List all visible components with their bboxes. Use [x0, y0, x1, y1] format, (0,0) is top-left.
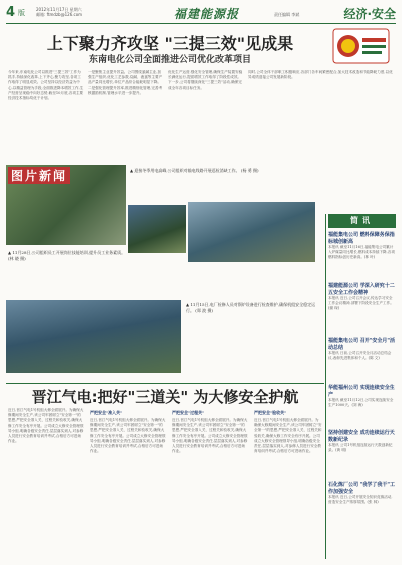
brief-body: 本报讯 公司1号机组连续运行天数创新纪录。(黄 明) — [328, 443, 393, 452]
page-header — [6, 4, 396, 24]
story2-column-4: 近日,晋江气电1号机组大修全面展开。为确保大修期间安全生产,该公司牢固树立"安全第一"的思想,严把安全准入关、过程关和验收关,确保大修工作安全有序开展。公司成立大修安全管理领导小组,明确各级安全责任,层层落实到人,对参修人员进行安全教育培训并考试,合格后方可进场作业。 — [254, 418, 322, 454]
brief-body: 本报讯 截至11月12日,公司实现连续安全生产1000天。(刘 海) — [328, 398, 394, 407]
story2-subhead-2: 严把安全"过程关" — [172, 410, 205, 415]
brief-body: 本报讯 近日,公司开展安全知识竞赛活动,营造安全生产浓厚氛围。(张 林) — [328, 495, 393, 504]
photo-caption-training: ▲ 11月28日,公司组织员工开展岗位技能培训,提升员工业务素质。 (林 晓 摄) — [8, 250, 126, 261]
campaign-logo-icon — [332, 28, 390, 64]
brief-body: 本报讯 日前,公司召开安全月活动总结会议,表彰先进集体和个人。(陈 文) — [328, 351, 392, 360]
brief-body: 本报讯 近日,公司召开会议,传达学习安全工作会议精神,部署下阶段安全生产工作。(谢 琛) — [328, 296, 394, 310]
photo-news-banner: 图片新闻 — [8, 167, 70, 184]
main-headline: 上下聚力齐攻坚 "三提三效"见成果 — [46, 34, 294, 53]
page-badge: 版 — [18, 9, 25, 17]
photo-caption-maintenance: ▲ 11月15日,电厂检修人员对锅炉设备进行检查维护,确保机组安全稳定运行。 (郑 波 摄) — [186, 302, 316, 313]
main-subheadline: 东南电化公司全面推进公司优化改革项目 — [88, 55, 251, 65]
issue-date: 2012年11月17日 星期六 — [36, 7, 82, 12]
brief-headline: 石化炼厂公司 "我学了我干"工作加强安全 — [328, 482, 395, 495]
photo-training — [128, 205, 186, 253]
brief-headline: 福能集电公司 召开"安全月"活动总结 — [328, 338, 395, 351]
brief-item — [328, 385, 396, 408]
body-column-4: 同时,公司全体干部职工积极响应,各部门各车间紧密配合,加大技术改造和节能降耗力度,以优异成绩迎接公司发展新阶段。 — [248, 70, 393, 80]
brief-headline: 福能集电公司 燃料保障务保指标城创新高 — [328, 232, 395, 245]
story2-column-2: 近日,晋江气电1号机组大修全面展开。为确保大修期间安全生产,该公司牢固树立"安全第一"的思想,严把安全准入关、过程关和验收关,确保大修工作安全有序开展。公司成立大修安全管理领导小组,明确各级安全责任,层层落实到人,对参修人员进行安全教育培训并考试,合格后方可进场作业。 — [90, 418, 166, 454]
story2-subhead-3: 严把安全"验收关" — [254, 410, 287, 415]
brief-item — [328, 232, 396, 260]
editor-credit: 责任编辑 李斌 — [274, 12, 300, 17]
photo-workers — [188, 202, 315, 262]
issue-email: 邮箱: ftmdzb@126.com — [36, 12, 83, 17]
story2-subhead-1: 严把安全"准入关" — [90, 410, 123, 415]
body-column-3: 优化生产运营,强化安全管理,确保生产装置安稳长满优运行,提质增效工作取得了阶段性成效。下一步,公司将继续深化"三提三效"活动,确保完成全年各项目标任务。 — [168, 70, 243, 90]
photo-maintenance — [6, 300, 181, 373]
brief-body: 本报讯 截至11月16日,福能集电公司累计入炉煤量同比增长,燃料成本持续下降,各项燃料指标创历史新高。(林 叶) — [328, 245, 395, 259]
brief-item — [328, 338, 396, 361]
brief-headline: 华能福州公司 实现连续安全生产 — [328, 385, 395, 398]
brief-headline: 福建能源公司 学深入研究十二五安全工作会精神 — [328, 283, 395, 296]
photo-caption-main: ▲ 迎接冬季用电高峰,公司组织对输电线路开展巡检消缺工作。 (杨 勇 摄) — [130, 168, 259, 173]
section-title: 经济·安全 — [343, 7, 396, 21]
page-number: 4 — [6, 5, 16, 20]
brief-headline: 坚持创建安全 成功连续运行天数新纪录 — [328, 430, 395, 443]
brief-item — [328, 482, 396, 505]
story2-headline: 晋江气电:把好"三道关" 为大修安全护航 — [31, 388, 299, 406]
body-column-1: 今年来,东南电化公司以推进"三提三效"工作为抓手,持续深化改革,上下齐心,聚力攻坚,各项工作取得了明显成效。公司坚持以经济效益为中心,以精益管理为手段,全面推进降本增效工作,生产经营呈现稳中向好态势,截至10月底,各项主要经济技术指标均优于计划。 — [8, 70, 84, 101]
body-column-2: 一是聚焦主业提升效益。公司围绕氯碱主业,加强生产组织,优化工艺参数,烧碱、液氯等主要产品产量同比增长,单位产品综合能耗明显下降。二是强化管理提升效率,推进精细化管理,完善考核激励机制,管理水平进一步提升。 — [88, 70, 163, 95]
story2-column-3: 近日,晋江气电1号机组大修全面展开。为确保大修期间安全生产,该公司牢固树立"安全第一"的思想,严把安全准入关、过程关和验收关,确保大修工作安全有序开展。公司成立大修安全管理领导小组,明确各级安全责任,层层落实到人,对参修人员进行安全教育培训并考试,合格后方可进场作业。 — [172, 418, 248, 454]
news-brief-title: 简讯 — [328, 214, 396, 228]
issue-meta — [36, 7, 82, 17]
story2-column-1: 近日,晋江气电1号机组大修全面展开。为确保大修期间安全生产,该公司牢固树立"安全第一"的思想,严把安全准入关、过程关和验收关,确保大修工作安全有序开展。公司成立大修安全管理领导小组,明确各级安全责任,层层落实到人,对参修人员进行安全教育培训并考试,合格后方可进场作业。 — [8, 408, 84, 444]
brief-item — [328, 430, 396, 453]
brief-item — [328, 283, 396, 311]
section-divider — [6, 383, 324, 384]
paper-name: 福建能源报 — [174, 7, 240, 21]
